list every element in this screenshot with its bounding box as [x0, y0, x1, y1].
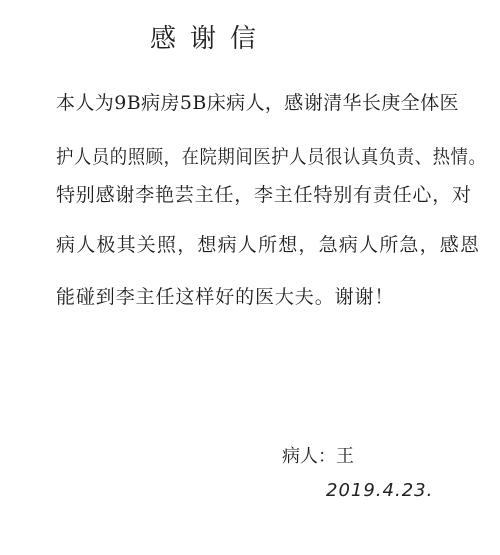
letter-body-line-2: 护人员的照顾，在院期间医护人员很认真负责、热情。 — [56, 146, 487, 168]
letter-signature: 病人：王 — [282, 446, 354, 467]
letter-body-line-5: 能碰到李主任这样好的医大夫。谢谢！ — [56, 286, 395, 308]
letter-body-line-1: 本人为9B病房5B床病人，感谢清华长庚全体医 — [56, 92, 459, 114]
letter-body-line-4: 病人极其关照，想病人所想，急病人所急，感恩 — [56, 234, 481, 256]
letter-title: 感谢信 — [150, 24, 271, 54]
letter-body-line-3: 特别感谢李艳芸主任，李主任特别有责任心，对 — [56, 184, 472, 206]
letter-date: 2019.4.23. — [326, 480, 434, 501]
